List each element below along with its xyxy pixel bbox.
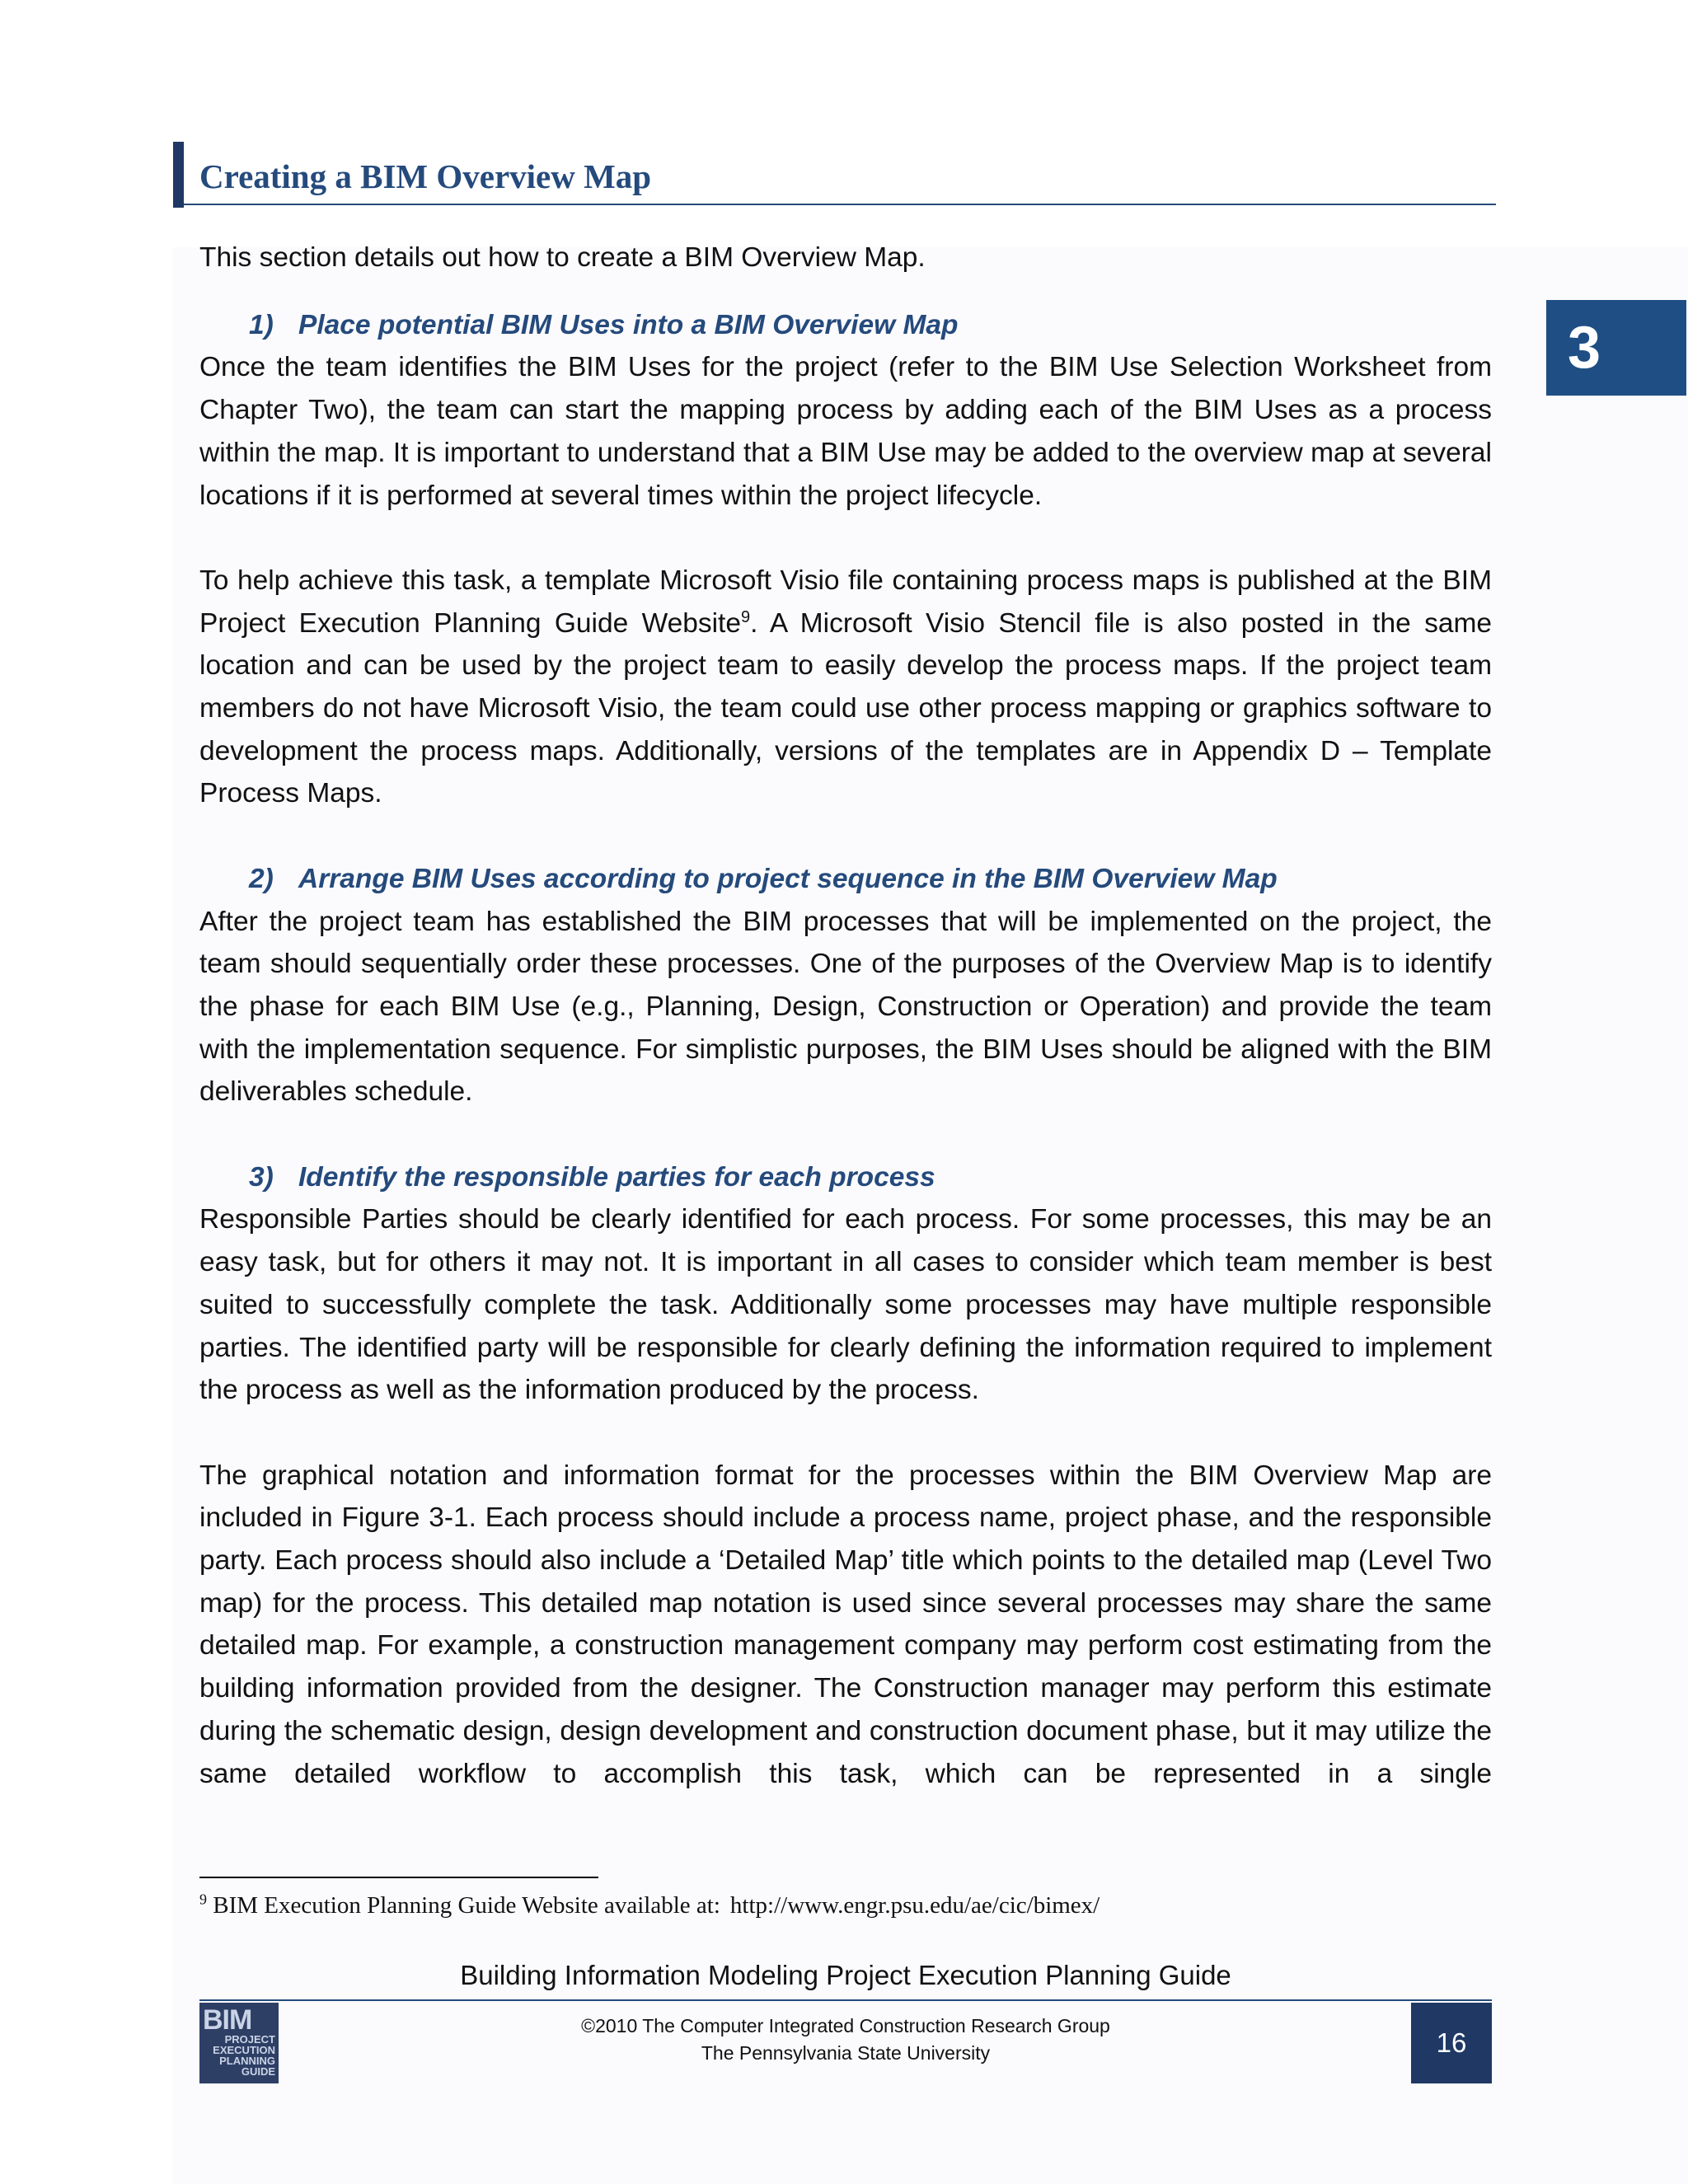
body-paragraph: The graphical notation and information format for the processes within the BIM Overview Map are included in Figure 3-1. Each process should include a process name, project phase, and the responsible party. Each process should also include a ‘Detailed Map’ title which points to the detailed map (Level Two map) for the process. This detailed map notation is used since several processes may share the same detailed map. For example, a construction management company may perform cost estimating from the building information provided from the designer. The Construction manager may perform this estimate during the schematic design, design development and construction document phase, but it may utilize the same detailed workflow to accomplish this task, which can be represented in a single: [199, 1460, 1492, 1789]
page-number: 16: [1411, 2003, 1492, 2083]
intro-paragraph: This section details out how to create a BIM Overview Map.: [199, 242, 926, 273]
paragraph-text: To help achieve this task, a template Microsoft Visio file containing process maps is published at the BIM Project Execution Planning Guide Website: [199, 565, 1492, 639]
body-paragraph-with-footnote: [199, 560, 1492, 815]
step-number: 3): [249, 1161, 274, 1193]
footnote-number: 9: [199, 1891, 207, 1908]
logo-line: EXECUTION: [213, 2044, 275, 2056]
step-heading-2: [199, 858, 1492, 901]
footer-rule: [199, 1999, 1492, 2001]
step-heading-text: Place potential BIM Uses into a BIM Overview Map: [298, 309, 959, 340]
step-heading-3: [199, 1156, 1492, 1199]
step-number: 1): [249, 309, 274, 340]
paragraph-text: . A Microsoft Visio Stencil file is also posted in the same location and can be used by the project team to easily develop the process maps. If the project team members do not have Microsoft Visio, the team could use other process mapping or graphics software to development the process maps. Additionally, versions of the templates are in Appendix D – Template Process Maps.: [199, 607, 1492, 809]
body-paragraph: Once the team identifies the BIM Uses for the project (refer to the BIM Use Selection Worksheet from Chapter Two), the team can start the mapping process by adding each of the BIM Uses as a process within the map. It is important to understand that a BIM Use may be added to the overview map at several locations if it is performed at several times within the project lifecycle.: [199, 352, 1492, 511]
step-heading-text: Identify the responsible parties for each process: [298, 1161, 935, 1193]
step-heading-text: Arrange BIM Uses according to project sequence in the BIM Overview Map: [298, 863, 1278, 894]
copyright: [199, 2013, 1492, 2067]
body-content: [199, 237, 1492, 1795]
logo-title: BIM: [203, 2004, 252, 2036]
footer-title: Building Information Modeling Project Execution Planning Guide: [460, 1960, 1231, 1990]
logo-line: PROJECT: [224, 2033, 275, 2046]
copyright-line: ©2010 The Computer Integrated Construction Research Group: [581, 2015, 1110, 2036]
footnote: [199, 1892, 1100, 1919]
footnote-link[interactable]: http://www.engr.psu.edu/ae/cic/bimex/: [729, 1892, 1100, 1919]
section-title: Creating a BIM Overview Map: [199, 157, 652, 195]
body-paragraph: After the project team has established the BIM processes that will be implemented on the project, the team should sequentially order these processes. One of the purposes of the Overview Map is to identify the phase for each BIM Use (e.g., Planning, Design, Construction or Operation) and provide the team with the implementation sequence. For simplistic purposes, the BIM Uses should be aligned with the BIM deliverables schedule.: [199, 906, 1492, 1108]
logo-line: PLANNING: [219, 2055, 275, 2067]
footnote-separator: [199, 1877, 598, 1878]
step-heading-1: [199, 304, 1492, 347]
copyright-line: The Pennsylvania State University: [701, 2042, 991, 2064]
heading-underline: [184, 204, 1496, 205]
chapter-tab: 3: [1546, 300, 1686, 396]
footnote-reference[interactable]: 9: [740, 607, 751, 626]
logo-line: GUIDE: [241, 2065, 275, 2078]
step-number: 2): [249, 863, 274, 894]
body-paragraph: Responsible Parties should be clearly identified for each process. For some processes, this may be an easy task, but for others it may not. It is important in all cases to consider which team member is best suited to successfully complete the task. Additionally some processes may have multiple responsible parties. The identified party will be responsible for clearly defining the information required to implement the process as well as the information produced by the process.: [199, 1204, 1492, 1406]
footnote-text: BIM Execution Planning Guide Website available at:: [213, 1892, 720, 1919]
heading-accent-bar: [173, 142, 184, 208]
